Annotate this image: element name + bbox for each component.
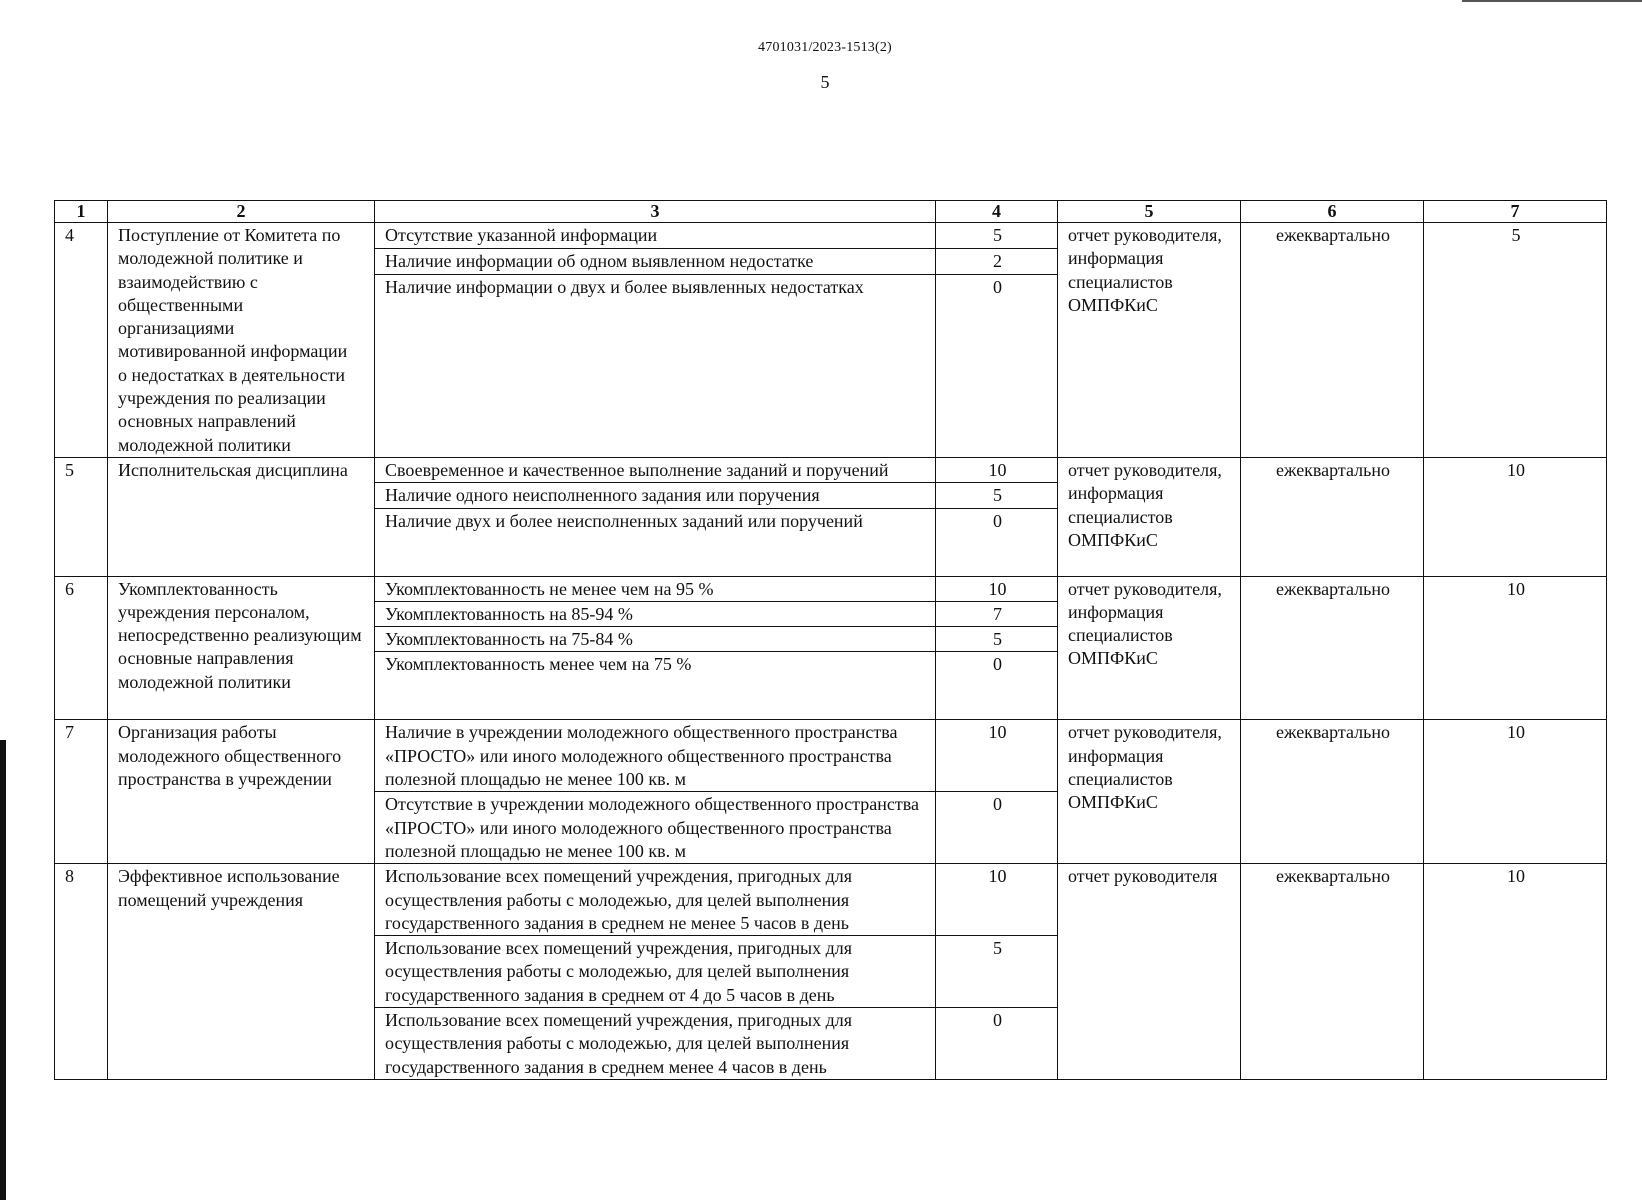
table-row xyxy=(55,720,1607,792)
scan-edge-mark xyxy=(0,740,6,1200)
criterion-text: Использование всех помещений учреждения, пригодных для осуществления работы с молодежью, для целей выполнения государственного задания в среднем менее 4 часов в день xyxy=(375,1008,936,1080)
row-number: 6 xyxy=(55,576,108,720)
indicator-name: Укомплектованность учреждения персоналом, непосредственно реализующим основные направления молодежной политики xyxy=(108,576,375,720)
criterion-text: Своевременное и качественное выполнение заданий и поручений xyxy=(375,457,936,482)
criterion-score: 0 xyxy=(936,652,1058,720)
criterion-score: 0 xyxy=(936,508,1058,576)
data-source: отчет руководителя, информация специалистов ОМПФКиС xyxy=(1058,576,1241,720)
criteria-table xyxy=(54,200,1607,1080)
criterion-score: 10 xyxy=(936,720,1058,792)
criterion-score: 0 xyxy=(936,792,1058,864)
criterion-score: 7 xyxy=(936,601,1058,626)
table-row xyxy=(55,864,1607,936)
indicator-name: Эффективное использование помещений учреждения xyxy=(108,864,375,1080)
criterion-score: 5 xyxy=(936,936,1058,1008)
row-number: 7 xyxy=(55,720,108,864)
column-header-1: 1 xyxy=(55,201,108,223)
criterion-text: Укомплектованность на 85-94 % xyxy=(375,601,936,626)
table-row xyxy=(55,223,1607,249)
criterion-text: Наличие двух и более неисполненных заданий или поручений xyxy=(375,508,936,576)
criterion-text: Наличие одного неисполненного задания или поручения xyxy=(375,483,936,508)
frequency: ежеквартально xyxy=(1241,720,1424,864)
criterion-text: Использование всех помещений учреждения, пригодных для осуществления работы с молодежью, для целей выполнения государственного задания в среднем не менее 5 часов в день xyxy=(375,864,936,936)
frequency: ежеквартально xyxy=(1241,457,1424,576)
criterion-score: 0 xyxy=(936,1008,1058,1080)
criterion-text: Наличие в учреждении молодежного общественного пространства «ПРОСТО» или иного молодежного общественного пространства полезной площадью не менее 100 кв. м xyxy=(375,720,936,792)
document-number: 4701031/2023-1513(2) xyxy=(758,40,892,55)
criterion-score: 10 xyxy=(936,457,1058,482)
criterion-score: 5 xyxy=(936,223,1058,249)
criterion-score: 2 xyxy=(936,248,1058,274)
criterion-score: 5 xyxy=(936,627,1058,652)
criterion-text: Наличие информации об одном выявленном недостатке xyxy=(375,248,936,274)
data-source: отчет руководителя, информация специалистов ОМПФКиС xyxy=(1058,720,1241,864)
criterion-text: Укомплектованность не менее чем на 95 % xyxy=(375,576,936,601)
criterion-text: Использование всех помещений учреждения, пригодных для осуществления работы с молодежью, для целей выполнения государственного задания в среднем от 4 до 5 часов в день xyxy=(375,936,936,1008)
frequency: ежеквартально xyxy=(1241,576,1424,720)
scan-corner-mark xyxy=(1462,0,1642,2)
criterion-text: Отсутствие в учреждении молодежного общественного пространства «ПРОСТО» или иного молодежного общественного пространства полезной площадью не менее 100 кв. м xyxy=(375,792,936,864)
criterion-score: 10 xyxy=(936,576,1058,601)
row-number: 5 xyxy=(55,457,108,576)
data-source: отчет руководителя, информация специалистов ОМПФКиС xyxy=(1058,223,1241,458)
frequency: ежеквартально xyxy=(1241,223,1424,458)
criterion-text: Укомплектованность менее чем на 75 % xyxy=(375,652,936,720)
column-header-5: 5 xyxy=(1058,201,1241,223)
page-number: 5 xyxy=(820,72,830,92)
max-score: 10 xyxy=(1424,864,1607,1080)
criterion-score: 5 xyxy=(936,483,1058,508)
max-score: 10 xyxy=(1424,720,1607,864)
row-number: 4 xyxy=(55,223,108,458)
criterion-score: 0 xyxy=(936,274,1058,457)
criterion-text: Наличие информации о двух и более выявленных недостатках xyxy=(375,274,936,457)
criterion-text: Укомплектованность на 75-84 % xyxy=(375,627,936,652)
max-score: 5 xyxy=(1424,223,1607,458)
criterion-text: Отсутствие указанной информации xyxy=(375,223,936,249)
row-number: 8 xyxy=(55,864,108,1080)
max-score: 10 xyxy=(1424,576,1607,720)
column-header-2: 2 xyxy=(108,201,375,223)
max-score: 10 xyxy=(1424,457,1607,576)
frequency: ежеквартально xyxy=(1241,864,1424,1080)
indicator-name: Поступление от Комитета по молодежной политике и взаимодействию с общественными организациями мотивированной информации о недостатках в деятельности учреждения по реализации основных направлений молодежной политики xyxy=(108,223,375,458)
table-row xyxy=(55,576,1607,601)
data-source: отчет руководителя, информация специалистов ОМПФКиС xyxy=(1058,457,1241,576)
table-row xyxy=(55,457,1607,482)
column-header-row xyxy=(55,201,1607,223)
column-header-4: 4 xyxy=(936,201,1058,223)
data-source: отчет руководителя xyxy=(1058,864,1241,1080)
column-header-3: 3 xyxy=(375,201,936,223)
column-header-6: 6 xyxy=(1241,201,1424,223)
indicator-name: Исполнительская дисциплина xyxy=(108,457,375,576)
column-header-7: 7 xyxy=(1424,201,1607,223)
indicator-name: Организация работы молодежного общественного пространства в учреждении xyxy=(108,720,375,864)
criterion-score: 10 xyxy=(936,864,1058,936)
